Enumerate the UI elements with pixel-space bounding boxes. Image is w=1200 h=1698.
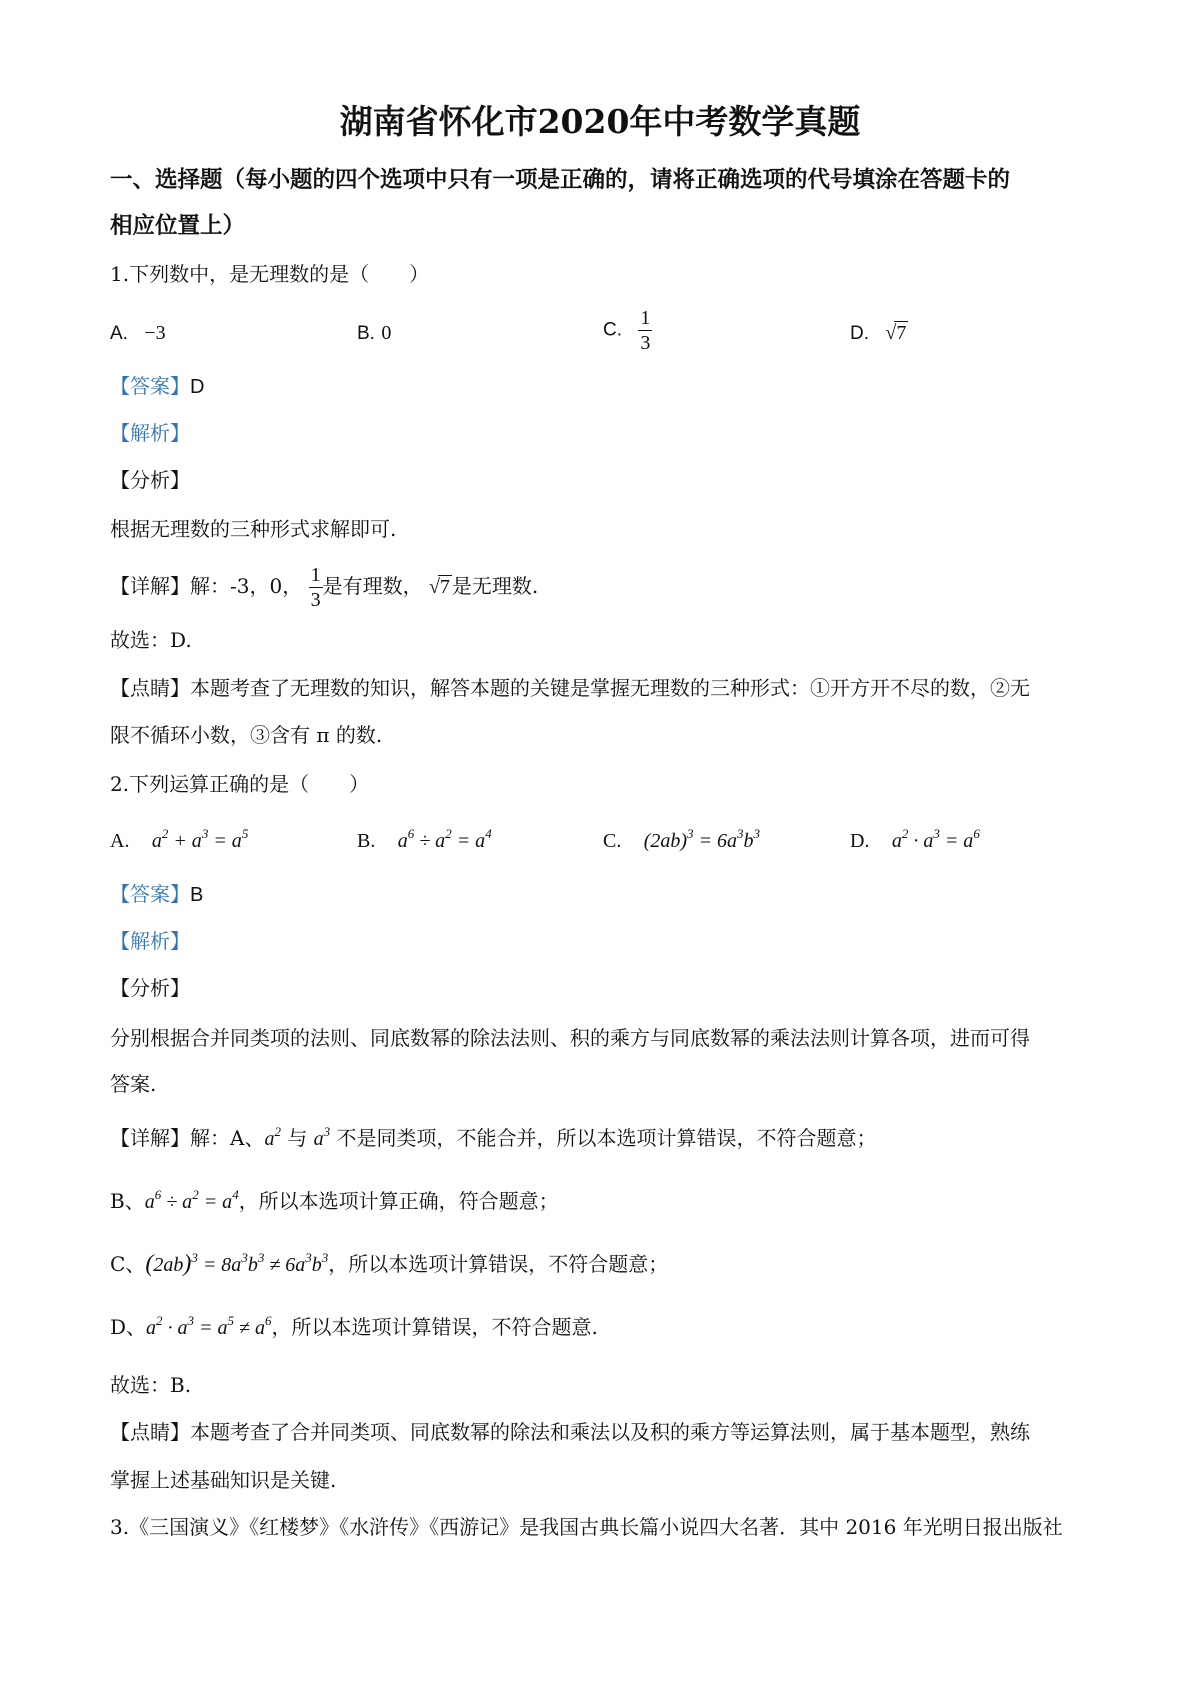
q1-option-d-label: D. — [850, 323, 869, 344]
q2-analysis-tag: 【解析】 — [110, 929, 190, 953]
q2-option-d — [850, 826, 980, 855]
q2-detail-d-post: ，所以本选项计算错误，不符合题意. — [271, 1315, 598, 1339]
q2-option-c-expr: $(2ab)^3 = 6a^3b^3$ — [643, 826, 761, 852]
q2-fenxi-tag: 【分析】 — [110, 976, 190, 1000]
q2-detail-a — [110, 1124, 877, 1153]
q2-detail-d-expr: $a^2 \cdot a^3 = a^5 \ne a^6$ — [146, 1313, 272, 1339]
q2-detail-c-expr: $(2ab)^3 = 8a^3b^3 \ne 6a^3b^3$ — [145, 1250, 329, 1277]
q1-option-a — [110, 318, 166, 348]
q2-comment-text1: 本题考查了合并同类项、同底数幂的除法和乘法以及积的乘方等运算法则，属于基本题型，熟练 — [190, 1420, 1030, 1444]
q2-detail-tag: 【详解】 — [110, 1126, 190, 1150]
q1-detail-mid: 是有理数， — [322, 574, 423, 598]
q1-option-b-value: 0 — [381, 322, 392, 344]
q2-detail-c — [110, 1250, 668, 1279]
q1-option-a-value: −3 — [144, 322, 166, 344]
q1-fenxi-tag: 【分析】 — [110, 468, 190, 492]
q1-detail-radicand: 7 — [439, 576, 450, 598]
q1-analysis-tag: 【解析】 — [110, 421, 190, 445]
q1-option-d — [850, 318, 908, 348]
q2-fenxi-line2: 答案. — [110, 1072, 157, 1096]
q1-fenxi-text: 根据无理数的三种形式求解即可. — [110, 517, 397, 541]
q1-option-c-label: C. — [603, 319, 622, 341]
q2-option-d-label: D. — [850, 830, 870, 852]
q2-option-d-expr: $a^2 \cdot a^3 = a^6$ — [891, 826, 980, 852]
q2-comment-tag: 【点睛】 — [110, 1420, 190, 1444]
q2-option-c — [603, 826, 760, 855]
q2-option-a — [110, 826, 248, 855]
q2-detail-a-post: 不是同类项，不能合并，所以本选项计算错误，不符合题意； — [336, 1126, 877, 1150]
q1-option-c-denominator: 3 — [640, 332, 651, 354]
q2-comment-line1 — [110, 1418, 1030, 1446]
q2-detail-a-term2: $a^3$ — [313, 1124, 331, 1150]
q2-detail-b-expr: $a^6 \div a^2 = a^4$ — [144, 1187, 239, 1213]
q1-comment-line1 — [110, 674, 1030, 702]
q1-detail-numerator: 1 — [310, 564, 321, 586]
q2-detail-d — [110, 1313, 598, 1342]
q1-option-b — [357, 318, 391, 348]
q1-option-a-label: A. — [110, 323, 128, 344]
q1-option-c-numerator: 1 — [640, 307, 651, 329]
q1-option-c-fraction — [638, 306, 652, 355]
q1-stem: 1.下列数中，是无理数的是（ ） — [110, 262, 430, 286]
q2-option-b-expr: $a^6 \div a^2 = a^4$ — [397, 826, 492, 852]
q2-detail-a-mid: 与 — [287, 1126, 308, 1150]
q1-option-b-label: B. — [357, 323, 375, 344]
q1-option-d-sqrt: √7 — [885, 322, 907, 344]
q2-stem: 2.下列运算正确的是（ ） — [110, 772, 370, 796]
q1-detail-post: 是无理数. — [451, 574, 539, 598]
q2-detail-a-term1: $a^2$ — [264, 1124, 281, 1150]
page-title: 湖南省怀化市2020年中考数学真题 — [339, 102, 861, 141]
q2-detail-a-pre: 解：A、 — [190, 1126, 265, 1150]
q3-stem: 3.《三国演义》《红楼梦》《水浒传》《西游记》是我国古典长篇小说四大名著．其中 2016 年光明日报出版社 — [110, 1515, 1063, 1539]
q1-detail-sqrt: √7 — [428, 576, 450, 598]
q1-detail-fraction — [309, 563, 323, 612]
q2-choose: 故选：B. — [110, 1373, 192, 1397]
q1-detail-denominator: 3 — [310, 589, 321, 611]
q2-detail-c-post: ，所以本选项计算错误，不符合题意； — [328, 1252, 669, 1276]
q1-detail-pre: 解：-3，0， — [190, 574, 303, 598]
q1-answer — [110, 372, 204, 401]
q2-option-a-expr: $a^2 + a^3 = a^5$ — [151, 826, 249, 852]
q2-option-c-label: C. — [603, 830, 622, 852]
q1-detail — [110, 556, 538, 617]
q2-option-b — [357, 826, 492, 855]
q2-detail-b-post: ，所以本选项计算正确，符合题意； — [238, 1189, 559, 1213]
q1-answer-tag: 【答案】 — [110, 374, 190, 398]
q2-fenxi-line1: 分别根据合并同类项的法则、同底数幂的除法法则、积的乘方与同底数幂的乘法法则计算各项，进而可得 — [110, 1026, 1030, 1050]
q1-option-d-radicand: 7 — [896, 322, 907, 344]
q1-comment-tag: 【点睛】 — [110, 676, 190, 700]
q2-detail-c-pre: C、 — [110, 1252, 146, 1276]
section-heading-line2: 相应位置上） — [110, 213, 246, 239]
q2-answer — [110, 880, 203, 909]
q2-answer-value: B — [190, 884, 204, 906]
q2-detail-b — [110, 1187, 559, 1216]
section-heading-line1: 一、选择题（每小题的四个选项中只有一项是正确的，请将正确选项的代号填涂在答题卡的 — [110, 167, 1011, 193]
q1-choose: 故选：D. — [110, 628, 192, 652]
q2-option-b-label: B. — [357, 830, 376, 852]
q1-comment-line2: 限不循环小数，③含有 π 的数. — [110, 723, 383, 747]
q2-option-a-label: A. — [110, 830, 130, 852]
q1-answer-value: D — [190, 376, 205, 398]
q2-answer-tag: 【答案】 — [110, 882, 190, 906]
q2-detail-b-pre: B、 — [110, 1189, 145, 1213]
q1-comment-text1: 本题考查了无理数的知识，解答本题的关键是掌握无理数的三种形式：①开方开不尽的数，②无 — [190, 676, 1030, 700]
q2-comment-line2: 掌握上述基础知识是关键. — [110, 1468, 337, 1492]
q1-option-c — [603, 306, 652, 355]
q1-detail-tag: 【详解】 — [110, 574, 190, 598]
q2-detail-d-pre: D、 — [110, 1315, 147, 1339]
